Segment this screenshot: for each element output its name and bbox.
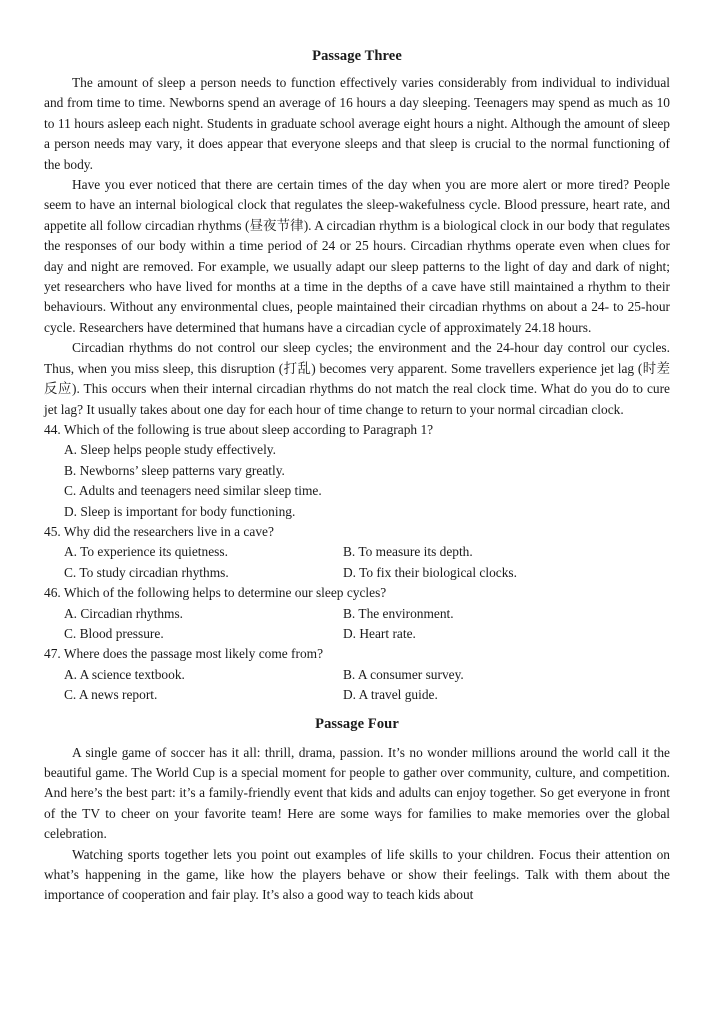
option-d[interactable]: D. Heart rate. xyxy=(343,625,416,641)
passage-three-paragraph-3: Circadian rhythms do not control our sleep cycles; the environment and the 24-hour day control our cycles. Thus, when you miss sleep, this disruption (打乱) becomes very apparent. Some travellers experience jet lag (时差反应). This occurs when their internal circadian rhythms do not match the real clock time. What do you do to cure jet lag? It usually takes about one day for each hour of time change to return to your normal circadian clock. xyxy=(44,340,670,417)
option-d[interactable]: D. To fix their biological clocks. xyxy=(343,564,517,580)
option-b[interactable]: B. Newborns’ sleep patterns vary greatly. xyxy=(64,462,285,478)
passage-three-paragraph-1: The amount of sleep a person needs to function effectively varies considerably from individual to individual and from time to time. Newborns spend an average of 16 hours a day sleeping. Teenagers may spend as much as 10 to 11 hours asleep each night. Students in graduate school average eight hours a night. Although the amount of sleep a person needs may vary, it does appear that everyone sleeps and that sleep is crucial to the normal functioning of the body. xyxy=(44,75,670,172)
option-c[interactable]: C. A news report. xyxy=(64,687,158,703)
option-b[interactable]: B. The environment. xyxy=(343,605,454,621)
question-stem: 46. Which of the following helps to determine our sleep cycles? xyxy=(44,585,387,601)
option-a[interactable]: A. A science textbook. xyxy=(64,666,185,682)
option-a[interactable]: A. To experience its quietness. xyxy=(64,544,228,560)
passage-three-paragraph-2: Have you ever noticed that there are certain times of the day when you are more alert or more tired? People seem to have an internal biological clock that regulates the sleep-wakefulness cycle. Blood pressure, heart rate, and appetite all follow circadian rhythms (昼夜节律). A circadian rhythm is a biological clock in our body that regulates the responses of our body within a time period of 24 or 25 hours. Circadian rhythms operate even when clues for day and night are removed. For example, we usually adapt our sleep patterns to the light of day and dark of night; yet researchers who have lived for months at a time in the depths of a cave have still maintained a rhythm to their behaviours. Without any environmental clues, people maintained their circadian rhythms on about a 24- to 25-hour cycle. Researchers have determined that humans have a circadian cycle of approximately 24.18 hours. xyxy=(44,177,670,335)
passage-three-title: Passage Three xyxy=(312,48,402,64)
options-list xyxy=(44,440,670,522)
option-c[interactable]: C. To study circadian rhythms. xyxy=(64,564,229,580)
question-44 xyxy=(44,420,670,522)
question-stem: 47. Where does the passage most likely come from? xyxy=(44,646,324,662)
question-45 xyxy=(44,522,670,583)
option-d[interactable]: D. A travel guide. xyxy=(343,687,438,703)
question-47 xyxy=(44,644,670,705)
option-a[interactable]: A. Sleep helps people study effectively. xyxy=(64,442,276,458)
question-46 xyxy=(44,583,670,644)
option-b[interactable]: B. To measure its depth. xyxy=(343,544,473,560)
option-c[interactable]: C. Adults and teenagers need similar sleep time. xyxy=(64,483,322,499)
option-b[interactable]: B. A consumer survey. xyxy=(343,666,464,682)
option-a[interactable]: A. Circadian rhythms. xyxy=(64,605,184,621)
options-grid xyxy=(44,542,670,583)
option-d[interactable]: D. Sleep is important for body functioning. xyxy=(64,503,296,519)
question-stem: 44. Which of the following is true about sleep according to Paragraph 1? xyxy=(44,421,434,437)
options-grid xyxy=(44,665,670,706)
options-grid xyxy=(44,604,670,645)
passage-four-title: Passage Four xyxy=(315,715,399,732)
passage-four-paragraph-1: A single game of soccer has it all: thrill, drama, passion. It’s no wonder millions around the world call it the beautiful game. The World Cup is a special moment for people to gather over community, culture, and competition. And here’s the best part: it’s a family-friendly event that kids and adults can enjoy together. So get everyone in front of the TV to cheer on your favorite team! Here are some ways for families to make memories over the global celebration. xyxy=(44,744,670,842)
option-c[interactable]: C. Blood pressure. xyxy=(64,625,164,641)
question-stem: 45. Why did the researchers live in a cave? xyxy=(44,523,274,539)
passage-four-paragraph-2: Watching sports together lets you point out examples of life skills to your children. Focus their attention on what’s happening in the game, like how the players behave or show their feelings. Talk with them about the importance of cooperation and fair play. It’s also a good way to teach kids about xyxy=(44,846,670,903)
